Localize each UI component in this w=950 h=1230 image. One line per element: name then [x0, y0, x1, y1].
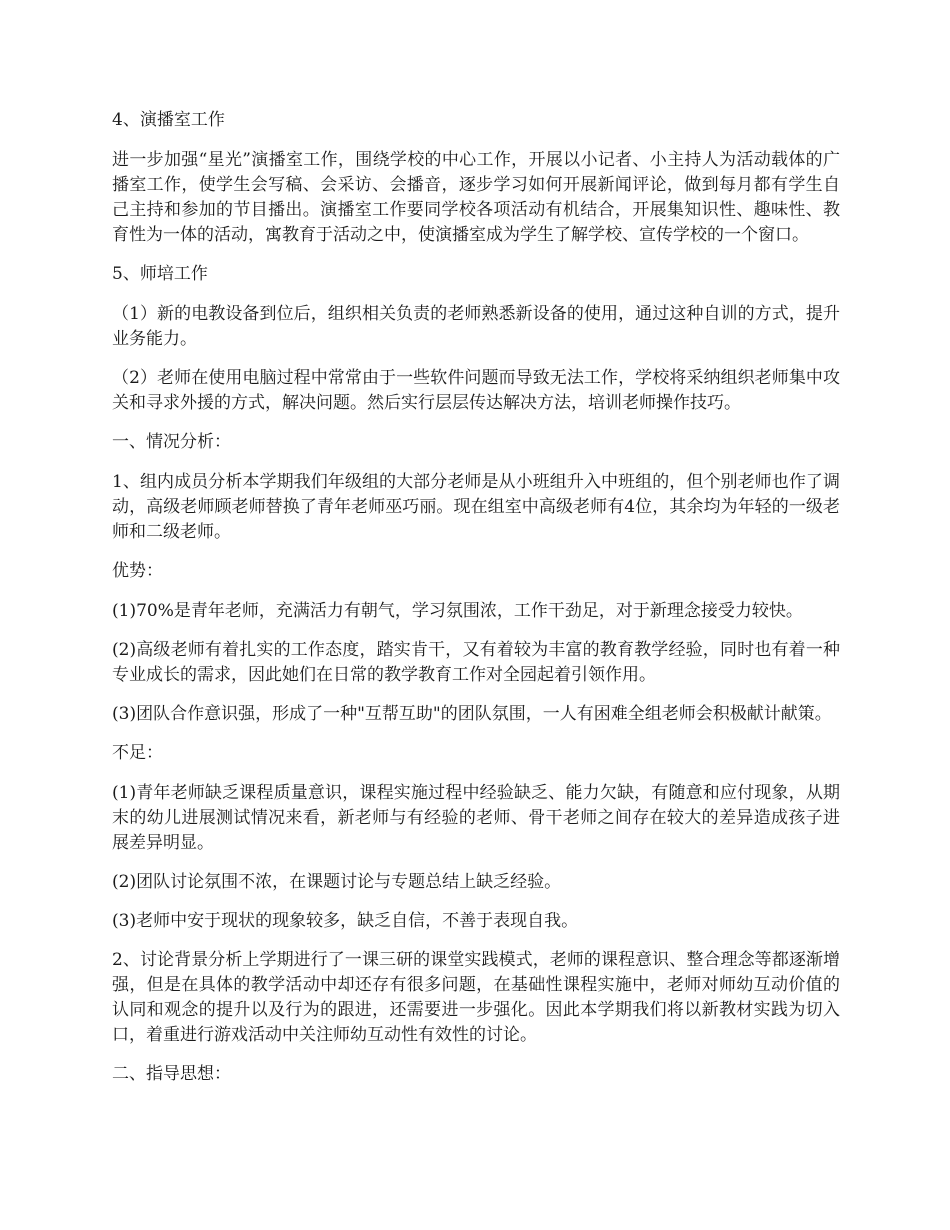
subheading-strengths: 优势：: [112, 561, 163, 581]
section-heading-situation-analysis: 一、情况分析：: [112, 432, 231, 452]
paragraph-broadcast-room-work: 进一步加强“星光”演播室工作，围绕学校的中心工作，开展以小记者、小主持人为活动载体的广播室工作，使学生会写稿、会采访、会播音，逐步学习如何开展新闻评论，做到每月都有学生自己主持和参加的节目播出。演播室工作要同学校各项活动有机结合，开展集知识性、趣味性、教育性为一体的活动，寓教育于活动之中，使演播室成为学生了解学校、宣传学校的一个窗口。: [112, 150, 840, 245]
paragraph-strength-2: (2)高级老师有着扎实的工作态度，踏实肯干，又有着较为丰富的教育教学经验，同时也有着一种专业成长的需求，因此她们在日常的教学教育工作对全园起着引领作用。: [112, 640, 840, 685]
paragraph-strength-1: (1)70%是青年老师，充满活力有朝气，学习氛围浓，工作干劲足，对于新理念接受力较快。: [112, 601, 803, 621]
paragraph-weakness-2: (2)团队讨论氛围不浓，在课题讨论与专题总结上缺乏经验。: [112, 872, 562, 892]
paragraph-group-member-analysis: 1、组内成员分析本学期我们年级组的大部分老师是从小班组升入中班组的，但个别老师也作了调动，高级老师顾老师替换了青年老师巫巧丽。现在组室中高级老师有4位，其余均为年轻的一级老师和二级老师。: [112, 472, 840, 542]
section-heading-broadcast-room: 4、演播室工作: [112, 110, 225, 130]
paragraph-weakness-1: (1)青年老师缺乏课程质量意识，课程实施过程中经验缺乏、能力欠缺，有随意和应付现象，从期末的幼儿进展测试情况来看，新老师与有经验的老师、骨干老师之间存在较大的差异造成孩子进展差异明显。: [112, 783, 840, 853]
paragraph-training-item-2: （2）老师在使用电脑过程中常常由于一些软件问题而导致无法工作，学校将采纳组织老师集中攻关和寻求外援的方式，解决问题。然后实行层层传达解决方法，培训老师操作技巧。: [112, 368, 840, 413]
document-page: [112, 108, 840, 1102]
paragraph-weakness-3: (3)老师中安于现状的现象较多，缺乏自信，不善于表现自我。: [112, 911, 579, 931]
section-heading-guiding-ideology: 二、指导思想：: [112, 1064, 231, 1084]
paragraph-training-item-1: （1）新的电教设备到位后，组织相关负责的老师熟悉新设备的使用，通过这种自训的方式，提升业务能力。: [112, 304, 840, 349]
paragraph-strength-3: (3)团队合作意识强，形成了一种"互帮互助"的团队氛围，一人有困难全组老师会积极献计献策。: [112, 704, 832, 724]
subheading-weaknesses: 不足：: [112, 743, 163, 763]
section-heading-teacher-training: 5、师培工作: [112, 264, 208, 284]
paragraph-research-background: 2、讨论背景分析上学期进行了一课三研的课堂实践模式，老师的课程意识、整合理念等都逐渐增强，但是在具体的教学活动中却还存有很多问题，在基础性课程实施中，老师对师幼互动价值的认同和观念的提升以及行为的跟进，还需要进一步强化。因此本学期我们将以新教材实践为切入口，着重进行游戏活动中关注师幼互动性有效性的讨论。: [112, 950, 840, 1045]
